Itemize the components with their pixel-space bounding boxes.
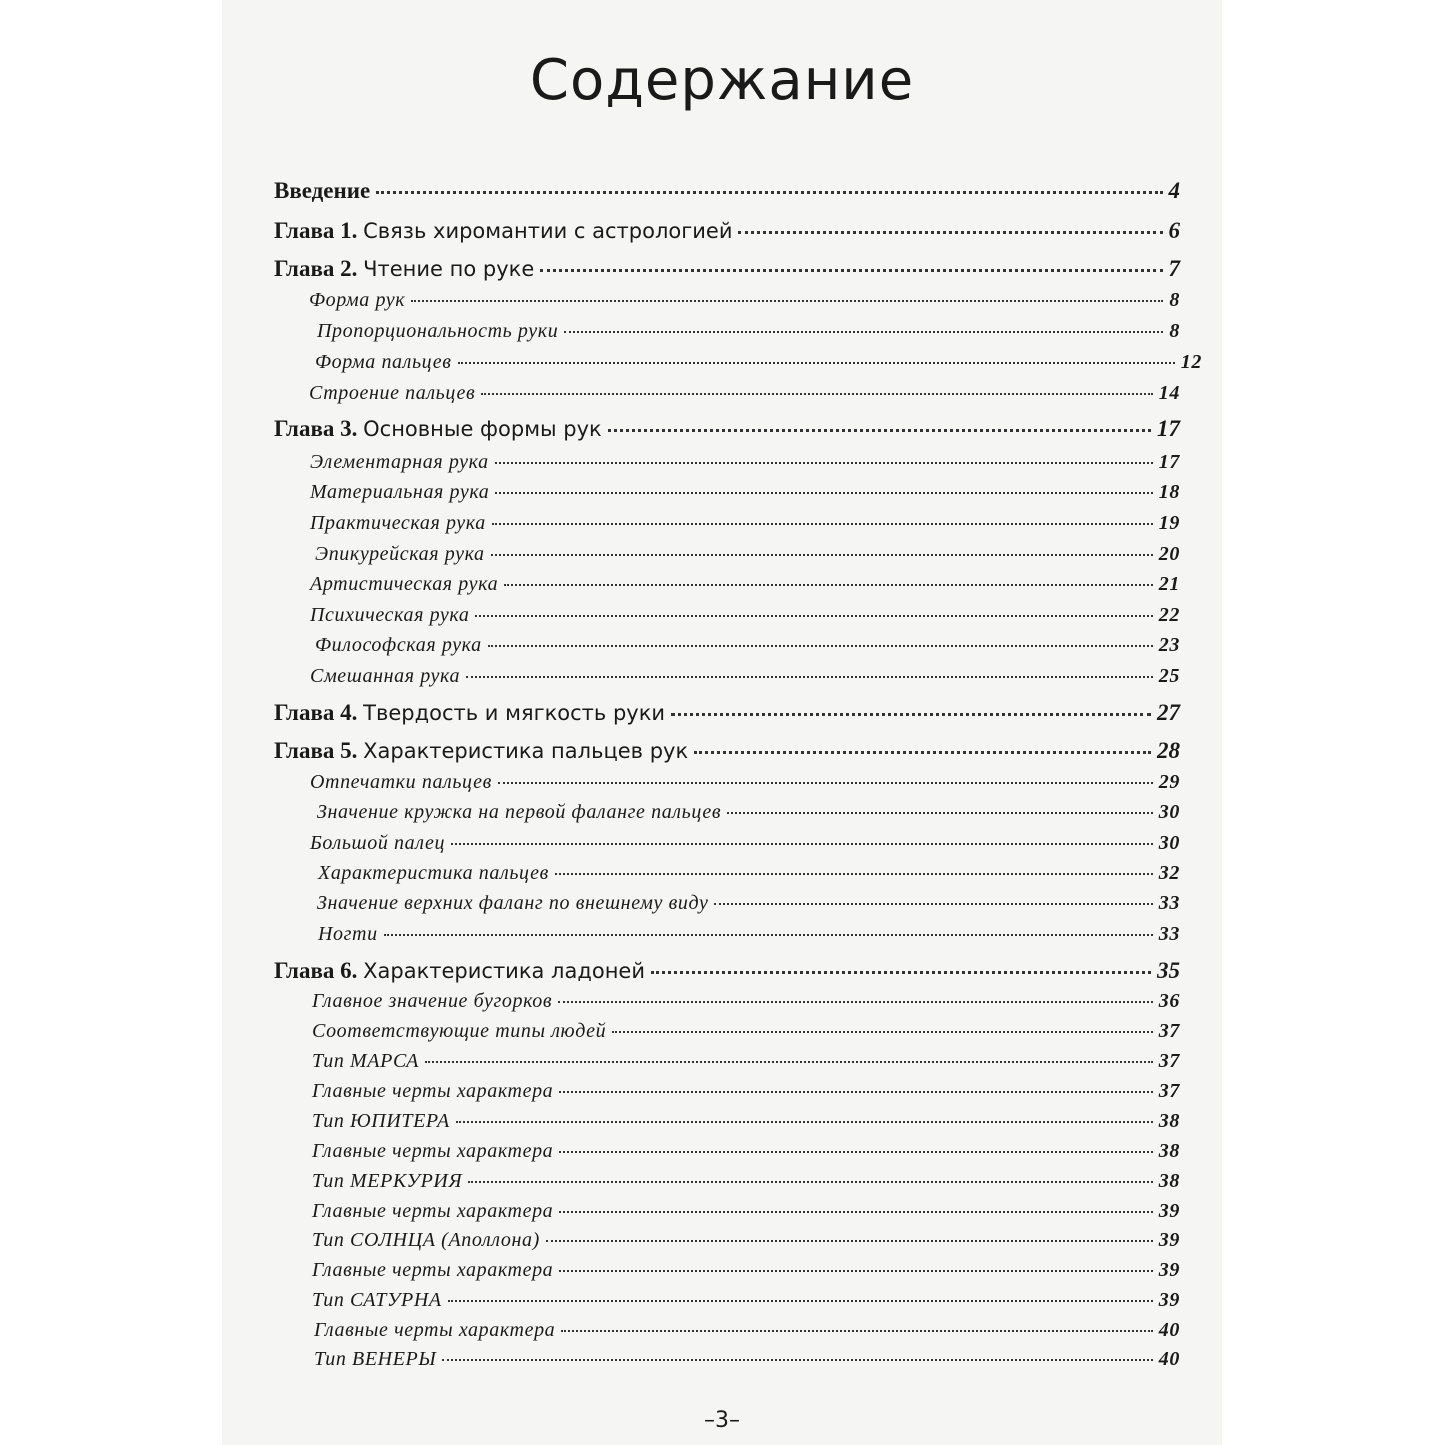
toc-page-number: 17	[1158, 451, 1180, 473]
dot-leader	[384, 934, 1153, 936]
toc-page-number: 39	[1158, 1229, 1180, 1251]
toc-page-number: 40	[1158, 1348, 1180, 1370]
dot-leader	[559, 1151, 1153, 1153]
toc-page-number: 37	[1158, 1050, 1180, 1072]
toc-subsection-entry	[310, 573, 1180, 599]
toc-subsection-entry	[309, 382, 1180, 408]
dot-leader	[608, 429, 1151, 432]
toc-page-number: 18	[1158, 481, 1180, 503]
toc-page-number: 39	[1158, 1289, 1180, 1311]
toc-entry-title: Тип ВЕНЕРЫ	[314, 1348, 437, 1370]
toc-entry-title: Материальная рука	[310, 481, 490, 503]
toc-page-number: 4	[1168, 178, 1180, 203]
dot-leader	[495, 462, 1153, 464]
toc-page-number: 6	[1168, 218, 1180, 243]
dot-leader	[456, 1121, 1153, 1123]
toc-subsection-entry	[310, 481, 1180, 507]
toc-entry-title: Практическая рука	[310, 512, 486, 534]
toc-page-number: 7	[1168, 256, 1180, 281]
toc-page-number: 35	[1157, 958, 1180, 983]
toc-page-number: 38	[1158, 1140, 1180, 1162]
toc-chapter-entry	[274, 218, 1180, 248]
toc-page-number: 37	[1158, 1080, 1180, 1102]
toc-subsection-entry	[312, 1229, 1180, 1255]
toc-entry-title: Отпечатки пальцев	[310, 771, 492, 793]
toc-entry-title: Форма пальцев	[315, 351, 452, 373]
toc-subsection-entry	[312, 1080, 1180, 1106]
toc-entry-title: Философская рука	[315, 634, 482, 656]
toc-subsection-entry	[310, 665, 1180, 691]
dot-leader	[495, 492, 1152, 494]
toc-chapter-number: Глава 6.	[274, 958, 358, 983]
toc-page-number: 23	[1158, 634, 1180, 656]
toc-entry-title: Психическая рука	[310, 604, 470, 626]
toc-page-number: 8	[1169, 320, 1180, 342]
toc-subsection-entry	[310, 512, 1180, 538]
dot-leader	[559, 1091, 1153, 1093]
toc-subsection-entry	[318, 923, 1180, 949]
dot-leader	[498, 782, 1153, 784]
dot-leader	[411, 300, 1163, 302]
toc-subsection-entry	[310, 771, 1180, 797]
toc-page-number: 29	[1158, 771, 1180, 793]
dot-leader	[448, 1300, 1153, 1302]
dot-leader	[738, 231, 1162, 234]
toc-page-number: 8	[1169, 289, 1180, 311]
toc-subsection-entry	[309, 289, 1180, 315]
toc-chapter-entry	[274, 416, 1180, 446]
toc-entry-title: Тип САТУРНА	[312, 1289, 442, 1311]
toc-page-number: 20	[1158, 543, 1180, 565]
dot-leader	[468, 1181, 1153, 1183]
toc-subsection-entry	[312, 1050, 1180, 1076]
toc-chapter-entry	[274, 256, 1180, 286]
dot-leader	[488, 645, 1153, 647]
toc-entry-title: Главные черты характера	[312, 1259, 554, 1281]
toc-subsection-entry	[310, 451, 1180, 477]
toc-subsection-entry	[312, 1170, 1180, 1196]
dot-leader	[558, 1001, 1153, 1003]
toc-entry-title: Характеристика пальцев рук	[363, 739, 689, 763]
toc-entry-title: Главные черты характера	[312, 1080, 554, 1102]
dot-leader	[612, 1031, 1153, 1033]
toc-page-number: 30	[1158, 801, 1180, 823]
toc-chapter-entry	[274, 958, 1180, 988]
toc-entry-title: Чтение по руке	[363, 257, 535, 281]
toc-page-number: 30	[1158, 832, 1180, 854]
toc-entry-title: Основные формы рук	[363, 417, 602, 441]
toc-subsection-entry	[312, 1140, 1180, 1166]
dot-leader	[376, 191, 1162, 194]
toc-page-number: 28	[1157, 738, 1180, 763]
dot-leader	[671, 713, 1151, 716]
toc-entry-title: Тип СОЛНЦА (Аполлона)	[312, 1229, 540, 1251]
toc-chapter-number: Глава 1.	[274, 218, 358, 243]
toc-subsection-entry	[310, 832, 1180, 858]
dot-leader	[492, 523, 1153, 525]
toc-subsection-entry	[314, 1348, 1180, 1374]
toc-page-number: 38	[1158, 1170, 1180, 1192]
toc-entry-title: Тип МЕРКУРИЯ	[312, 1170, 463, 1192]
toc-subsection-entry	[312, 1110, 1180, 1136]
toc-entry-title: Пропорциональность руки	[317, 320, 559, 342]
dot-leader	[540, 269, 1162, 272]
dot-leader	[564, 331, 1163, 333]
toc-entry-title: Строение пальцев	[309, 382, 476, 404]
toc-page-number: 21	[1158, 573, 1180, 595]
toc-subsection-entry	[317, 801, 1180, 827]
toc-subsection-entry	[318, 862, 1180, 888]
toc-chapter-number: Глава 2.	[274, 256, 358, 281]
toc-page-number: 12	[1180, 351, 1202, 373]
dot-leader	[651, 971, 1151, 974]
toc-subsection-entry	[312, 1020, 1180, 1046]
toc-entry-title: Смешанная рука	[310, 665, 461, 687]
dot-leader	[714, 903, 1152, 905]
toc-entry-title: Элементарная рука	[310, 451, 489, 473]
toc-page-number: 37	[1158, 1020, 1180, 1042]
dot-leader	[466, 676, 1153, 678]
toc-subsection-entry	[315, 543, 1180, 569]
toc-page-number: 33	[1158, 923, 1180, 945]
toc-entry-title: Главные черты характера	[312, 1200, 554, 1222]
dot-leader	[555, 873, 1153, 875]
toc-page-number: 19	[1158, 512, 1180, 534]
toc-page-number: 40	[1158, 1319, 1180, 1341]
toc-page-number: 22	[1158, 604, 1180, 626]
dot-leader	[694, 751, 1151, 754]
toc-subsection-entry	[317, 892, 1180, 918]
toc-entry-title: Соответствующие типы людей	[312, 1020, 607, 1042]
toc-page-number: 17	[1157, 416, 1180, 441]
toc-entry-title: Значение кружка на первой фаланге пальцев	[317, 801, 722, 823]
toc-page-number: 25	[1158, 665, 1180, 687]
toc-chapter-entry	[274, 700, 1180, 730]
toc-entry-title: Главное значение бугорков	[312, 990, 553, 1012]
dot-leader	[504, 584, 1153, 586]
toc-chapter-entry	[274, 738, 1180, 768]
toc-subsection-entry	[315, 351, 1202, 377]
dot-leader	[458, 362, 1175, 364]
toc-entry-title: Тип МАРСА	[312, 1050, 419, 1072]
toc-page-number: 39	[1158, 1259, 1180, 1281]
toc-page-number: 39	[1158, 1200, 1180, 1222]
dot-leader	[481, 393, 1153, 395]
dot-leader	[561, 1330, 1153, 1332]
toc-entry-title: Связь хиромантии с астрологией	[363, 219, 733, 243]
dot-leader	[425, 1061, 1153, 1063]
toc-entry-title: Большой палец	[310, 832, 446, 854]
toc-page-number: 38	[1158, 1110, 1180, 1132]
toc-page-number: 27	[1157, 700, 1180, 725]
toc-entry-title: Твердость и мягкость руки	[363, 701, 666, 725]
toc-page-number: 36	[1158, 990, 1180, 1012]
toc-entry-title: Значение верхних фаланг по внешнему виду	[317, 892, 709, 914]
toc-page-number: 14	[1158, 382, 1180, 404]
toc-page-number: 32	[1158, 862, 1180, 884]
toc-entry-title: Характеристика пальцев	[318, 862, 549, 884]
toc-subsection-entry	[315, 634, 1180, 660]
toc-entry-title: Характеристика ладоней	[363, 959, 646, 983]
toc-chapter-entry	[274, 178, 1180, 208]
toc-subsection-entry	[312, 1259, 1180, 1285]
dot-leader	[451, 843, 1153, 845]
book-page	[222, 0, 1222, 1445]
toc-subsection-entry	[310, 604, 1180, 630]
toc-entry-title: Введение	[274, 178, 371, 203]
page-number: –3–	[704, 1408, 740, 1433]
dot-leader	[727, 812, 1153, 814]
toc-subsection-entry	[314, 1319, 1180, 1345]
toc-entry-title: Главные черты характера	[312, 1140, 554, 1162]
dot-leader	[442, 1359, 1152, 1361]
toc-page-number: 33	[1158, 892, 1180, 914]
toc-entry-title: Форма рук	[309, 289, 406, 311]
dot-leader	[559, 1211, 1153, 1213]
toc-chapter-number: Глава 3.	[274, 416, 358, 441]
toc-subsection-entry	[312, 990, 1180, 1016]
toc-entry-title: Эпикурейская рука	[315, 543, 485, 565]
toc-chapter-number: Глава 5.	[274, 738, 358, 763]
dot-leader	[546, 1240, 1153, 1242]
dot-leader	[475, 615, 1152, 617]
toc-subsection-entry	[317, 320, 1180, 346]
toc-entry-title: Тип ЮПИТЕРА	[312, 1110, 450, 1132]
toc-entry-title: Главные черты характера	[314, 1319, 556, 1341]
dot-leader	[491, 554, 1153, 556]
toc-chapter-number: Глава 4.	[274, 700, 358, 725]
dot-leader	[559, 1270, 1153, 1272]
toc-subsection-entry	[312, 1289, 1180, 1315]
toc-entry-title: Ногти	[318, 923, 378, 945]
page-title: Содержание	[529, 48, 915, 113]
toc-subsection-entry	[312, 1200, 1180, 1226]
toc-entry-title: Артистическая рука	[310, 573, 499, 595]
